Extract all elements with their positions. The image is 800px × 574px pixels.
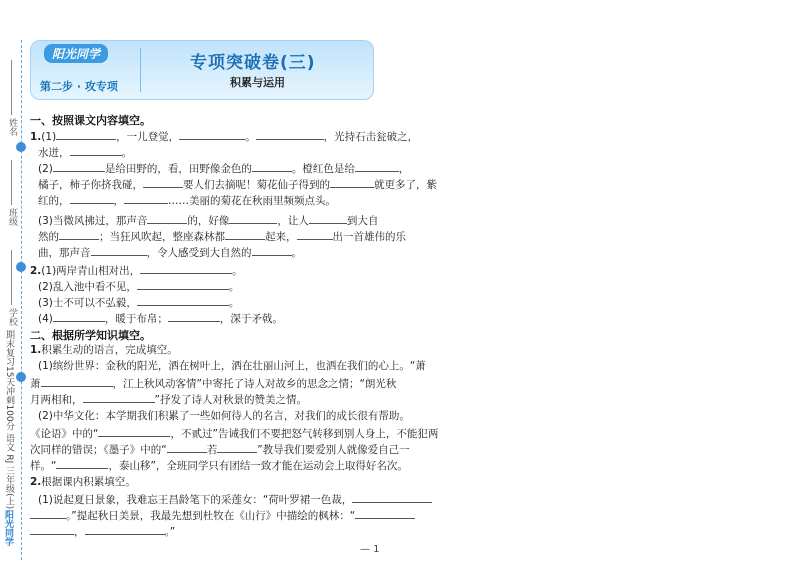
answer-blank[interactable] — [167, 441, 207, 453]
class-label: 班级 — [7, 208, 17, 226]
question-line: (2) 是给田野的，看，田野像金色的 。橙红色是给 ， — [38, 160, 409, 176]
question-line: 萧 ，江上秋风动客情”中寄托了诗人对故乡的思念之情；“朗光秋 — [30, 375, 396, 391]
binding-hole-icon — [16, 372, 26, 382]
series-title: 期末复习15天冲刺100分 语文 RJ 三年级(上) — [4, 330, 14, 510]
question-line: 样。“ ，泰山移”，全班同学只有团结一致才能在运动会上取得好名次。 — [30, 457, 408, 473]
section-heading: 一、按照课文内容填空。 — [30, 114, 151, 127]
answer-blank[interactable] — [91, 244, 147, 256]
section-heading: 二、根据所学知识填空。 — [30, 329, 151, 342]
page-title: 专项突破卷(三) — [190, 53, 316, 73]
answer-blank[interactable] — [355, 507, 415, 519]
answer-blank[interactable] — [98, 425, 170, 437]
question-line: 水迸， 。 — [38, 144, 132, 160]
question-line: 次同样的错误；《墨子》中的“ 若 ”教导我们要爱别人就像爱自己一 — [30, 441, 410, 457]
question-line: 橘子，柿子你挤我碰， 要人们去摘呢！菊花仙子得到的 就更多了，紫 — [38, 176, 437, 192]
answer-blank[interactable] — [124, 192, 168, 204]
question-line: (1)说起夏日景象，我难忘王昌龄笔下的采莲女：“荷叶罗裙一色裁， — [38, 491, 432, 507]
page-number: — 1 — [360, 544, 380, 555]
question-line: 1.(1) ，一儿登觉， 。 ，光持石击瓮破之， — [30, 128, 418, 144]
binding-hole-icon — [16, 142, 26, 152]
answer-blank[interactable] — [56, 457, 108, 469]
question-line: ， 。” — [30, 523, 175, 539]
question-line: (4) ，暖于布帛； ，深于矛戟。 — [38, 310, 283, 326]
question-line: 2.(1)两岸青山相对出， 。 — [30, 262, 243, 278]
answer-blank[interactable] — [355, 160, 399, 172]
answer-blank[interactable] — [85, 523, 165, 535]
answer-blank[interactable] — [179, 128, 245, 140]
page-subtitle: 积累与运用 — [230, 76, 285, 89]
answer-blank[interactable] — [217, 441, 257, 453]
question-line: 然的 ；当狂风吹起，整座森林都 起来， 出一首雄伟的乐 — [38, 228, 406, 244]
question-line: (1)缤纷世界：金秋的阳光，洒在树叶上，洒在壮丽山河上，也洒在我们的心上。“萧 — [38, 360, 426, 372]
answer-blank[interactable] — [30, 507, 66, 519]
name-field-line — [11, 60, 12, 115]
answer-blank[interactable] — [53, 160, 105, 172]
header-divider — [140, 48, 141, 92]
name-label: 姓名 — [7, 118, 17, 136]
school-label: 学校 — [7, 308, 17, 326]
answer-blank[interactable] — [225, 228, 265, 240]
binding-hole-icon — [16, 262, 26, 272]
answer-blank[interactable] — [297, 228, 333, 240]
answer-blank[interactable] — [137, 294, 229, 306]
brand-logo: 阳光同学 — [3, 510, 13, 546]
header-logo: 阳光同学 — [44, 44, 108, 63]
question-line: (3)当微风拂过，那声音 的，好像 ，让人 到大自 — [38, 212, 378, 228]
class-field-line — [11, 160, 12, 205]
question-line: 《论语》中的“ ，不贰过”告诫我们不要把怒气转移到别人身上，不能犯两 — [30, 425, 438, 441]
binding-dashed-line — [21, 40, 22, 560]
answer-blank[interactable] — [56, 128, 116, 140]
answer-blank[interactable] — [70, 144, 122, 156]
answer-blank[interactable] — [140, 262, 232, 274]
answer-blank[interactable] — [352, 491, 432, 503]
answer-blank[interactable] — [252, 244, 292, 256]
question-line: 月两相和， ”抒发了诗人对秋景的赞美之情。 — [30, 391, 307, 407]
question-line: 红的， ， ……美丽的菊花在秋雨里频频点头。 — [38, 192, 336, 208]
question-line: 。”提起秋日美景，我最先想到杜牧在《山行》中描绘的枫林：“ — [30, 507, 415, 523]
question-line: 2.根据课内积累填空。 — [30, 476, 136, 488]
answer-blank[interactable] — [53, 310, 105, 322]
answer-blank[interactable] — [147, 212, 187, 224]
answer-blank[interactable] — [252, 160, 292, 172]
step-label: 第二步 · 攻专项 — [40, 80, 118, 93]
answer-blank[interactable] — [256, 128, 324, 140]
answer-blank[interactable] — [168, 310, 220, 322]
answer-blank[interactable] — [143, 176, 183, 188]
answer-blank[interactable] — [309, 212, 347, 224]
question-line: 曲，那声音 ，令人感受到大自然的 。 — [38, 244, 302, 260]
question-line: (3)士不可以不弘毅， 。 — [38, 294, 239, 310]
question-line: 1.积累生动的语言，完成填空。 — [30, 344, 178, 356]
answer-blank[interactable] — [59, 228, 99, 240]
answer-blank[interactable] — [30, 523, 74, 535]
answer-blank[interactable] — [137, 278, 229, 290]
answer-blank[interactable] — [83, 391, 155, 403]
school-field-line — [11, 250, 12, 305]
answer-blank[interactable] — [229, 212, 277, 224]
question-line: (2)中华文化：本学期我们积累了一些如何待人的名言，对我们的成长很有帮助。 — [38, 410, 410, 422]
answer-blank[interactable] — [41, 375, 113, 387]
question-line: (2)乱入池中看不见， 。 — [38, 278, 239, 294]
answer-blank[interactable] — [330, 176, 374, 188]
answer-blank[interactable] — [70, 192, 114, 204]
